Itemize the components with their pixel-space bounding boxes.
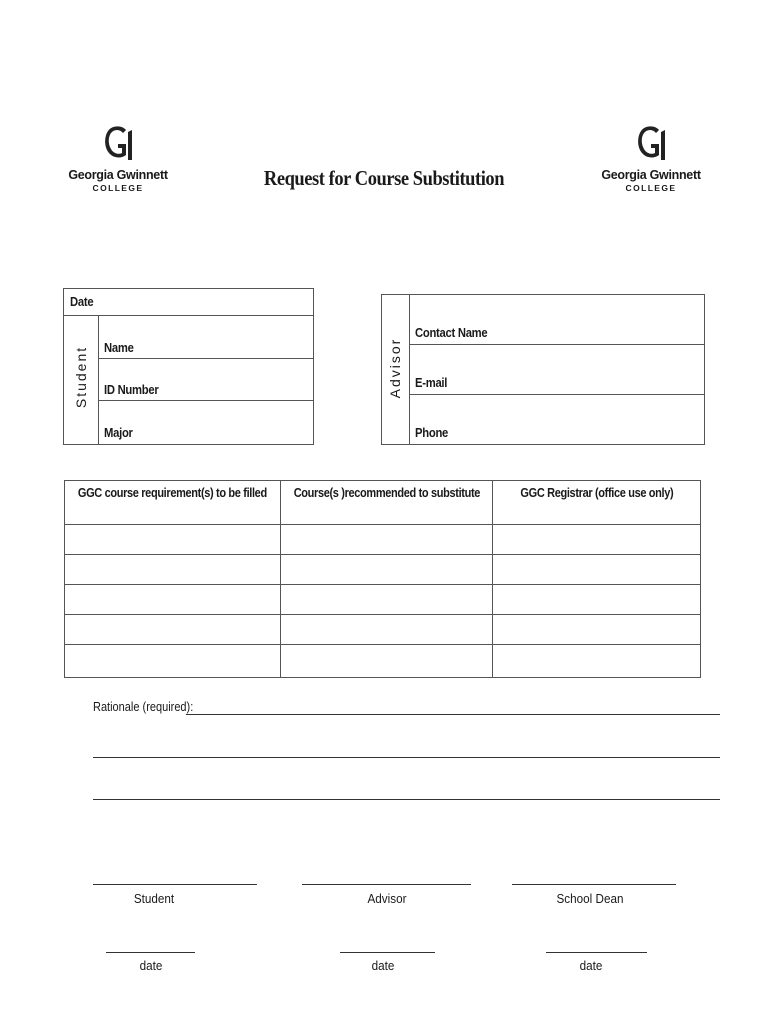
major-label: Major — [104, 426, 133, 440]
dean-signature-label: School Dean — [556, 891, 624, 906]
rationale-label: Rationale (required): — [93, 700, 194, 714]
logo-name-text: Georgia Gwinnett — [68, 168, 168, 182]
table-header-row — [65, 481, 701, 525]
course-substitution-table — [64, 480, 701, 678]
contact-name-field[interactable] — [502, 297, 700, 342]
email-field[interactable] — [462, 346, 700, 392]
date-label: Date — [70, 295, 94, 309]
table-cell[interactable] — [65, 645, 281, 678]
dean-date-label: date — [579, 958, 603, 973]
table-cell[interactable] — [493, 525, 701, 555]
rationale-line-2[interactable] — [93, 757, 720, 758]
logo-sub-text: COLLEGE — [92, 183, 144, 193]
column-header: Course(s )recommended to substitute — [280, 481, 493, 525]
student-info-box — [63, 288, 314, 445]
phone-label: Phone — [415, 426, 449, 440]
student-signature-label: Student — [133, 891, 175, 906]
table-row — [65, 525, 701, 555]
dean-signature-line[interactable] — [512, 884, 676, 885]
table-cell[interactable] — [493, 555, 701, 585]
id-number-field[interactable] — [184, 360, 309, 398]
date-field[interactable] — [104, 291, 309, 313]
column-header: GGC Registrar (office use only) — [493, 481, 701, 525]
advisor-date-line[interactable] — [340, 952, 435, 953]
dean-date-line[interactable] — [546, 952, 647, 953]
table-row — [65, 645, 701, 678]
advisor-signature-line[interactable] — [302, 884, 471, 885]
advisor-section-label: Advisor — [387, 337, 403, 399]
table-cell[interactable] — [280, 585, 493, 615]
rationale-line-3[interactable] — [93, 799, 720, 800]
email-label: E-mail — [415, 376, 448, 390]
phone-field[interactable] — [462, 396, 700, 442]
name-label: Name — [104, 341, 134, 355]
table-cell[interactable] — [493, 645, 701, 678]
logo-sub-text: COLLEGE — [625, 183, 677, 193]
student-date-line[interactable] — [106, 952, 195, 953]
table-cell[interactable] — [280, 525, 493, 555]
table-cell[interactable] — [493, 585, 701, 615]
page-title: Request for Course Substitution — [263, 166, 505, 190]
column-header: GGC course requirement(s) to be filled — [65, 481, 281, 525]
advisor-info-box — [381, 294, 705, 445]
table-row — [65, 585, 701, 615]
rationale-line-1[interactable] — [186, 714, 720, 715]
advisor-date-label: date — [371, 958, 395, 973]
table-cell[interactable] — [65, 615, 281, 645]
logo-name-text: Georgia Gwinnett — [601, 168, 701, 182]
table-cell[interactable] — [280, 615, 493, 645]
g-logo-icon — [100, 122, 136, 162]
student-date-label: date — [139, 958, 163, 973]
student-section-label: Student — [73, 345, 89, 409]
g-logo-icon — [633, 122, 669, 162]
table-cell[interactable] — [65, 585, 281, 615]
name-field[interactable] — [164, 317, 309, 356]
table-cell[interactable] — [280, 555, 493, 585]
advisor-signature-label: Advisor — [367, 891, 407, 906]
table-cell[interactable] — [65, 525, 281, 555]
table-cell[interactable] — [65, 555, 281, 585]
table-row — [65, 615, 701, 645]
id-number-label: ID Number — [104, 383, 159, 397]
table-row — [65, 555, 701, 585]
major-field[interactable] — [164, 402, 309, 442]
table-cell[interactable] — [280, 645, 493, 678]
student-signature-line[interactable] — [93, 884, 257, 885]
table-cell[interactable] — [493, 615, 701, 645]
contact-name-label: Contact Name — [415, 326, 488, 340]
